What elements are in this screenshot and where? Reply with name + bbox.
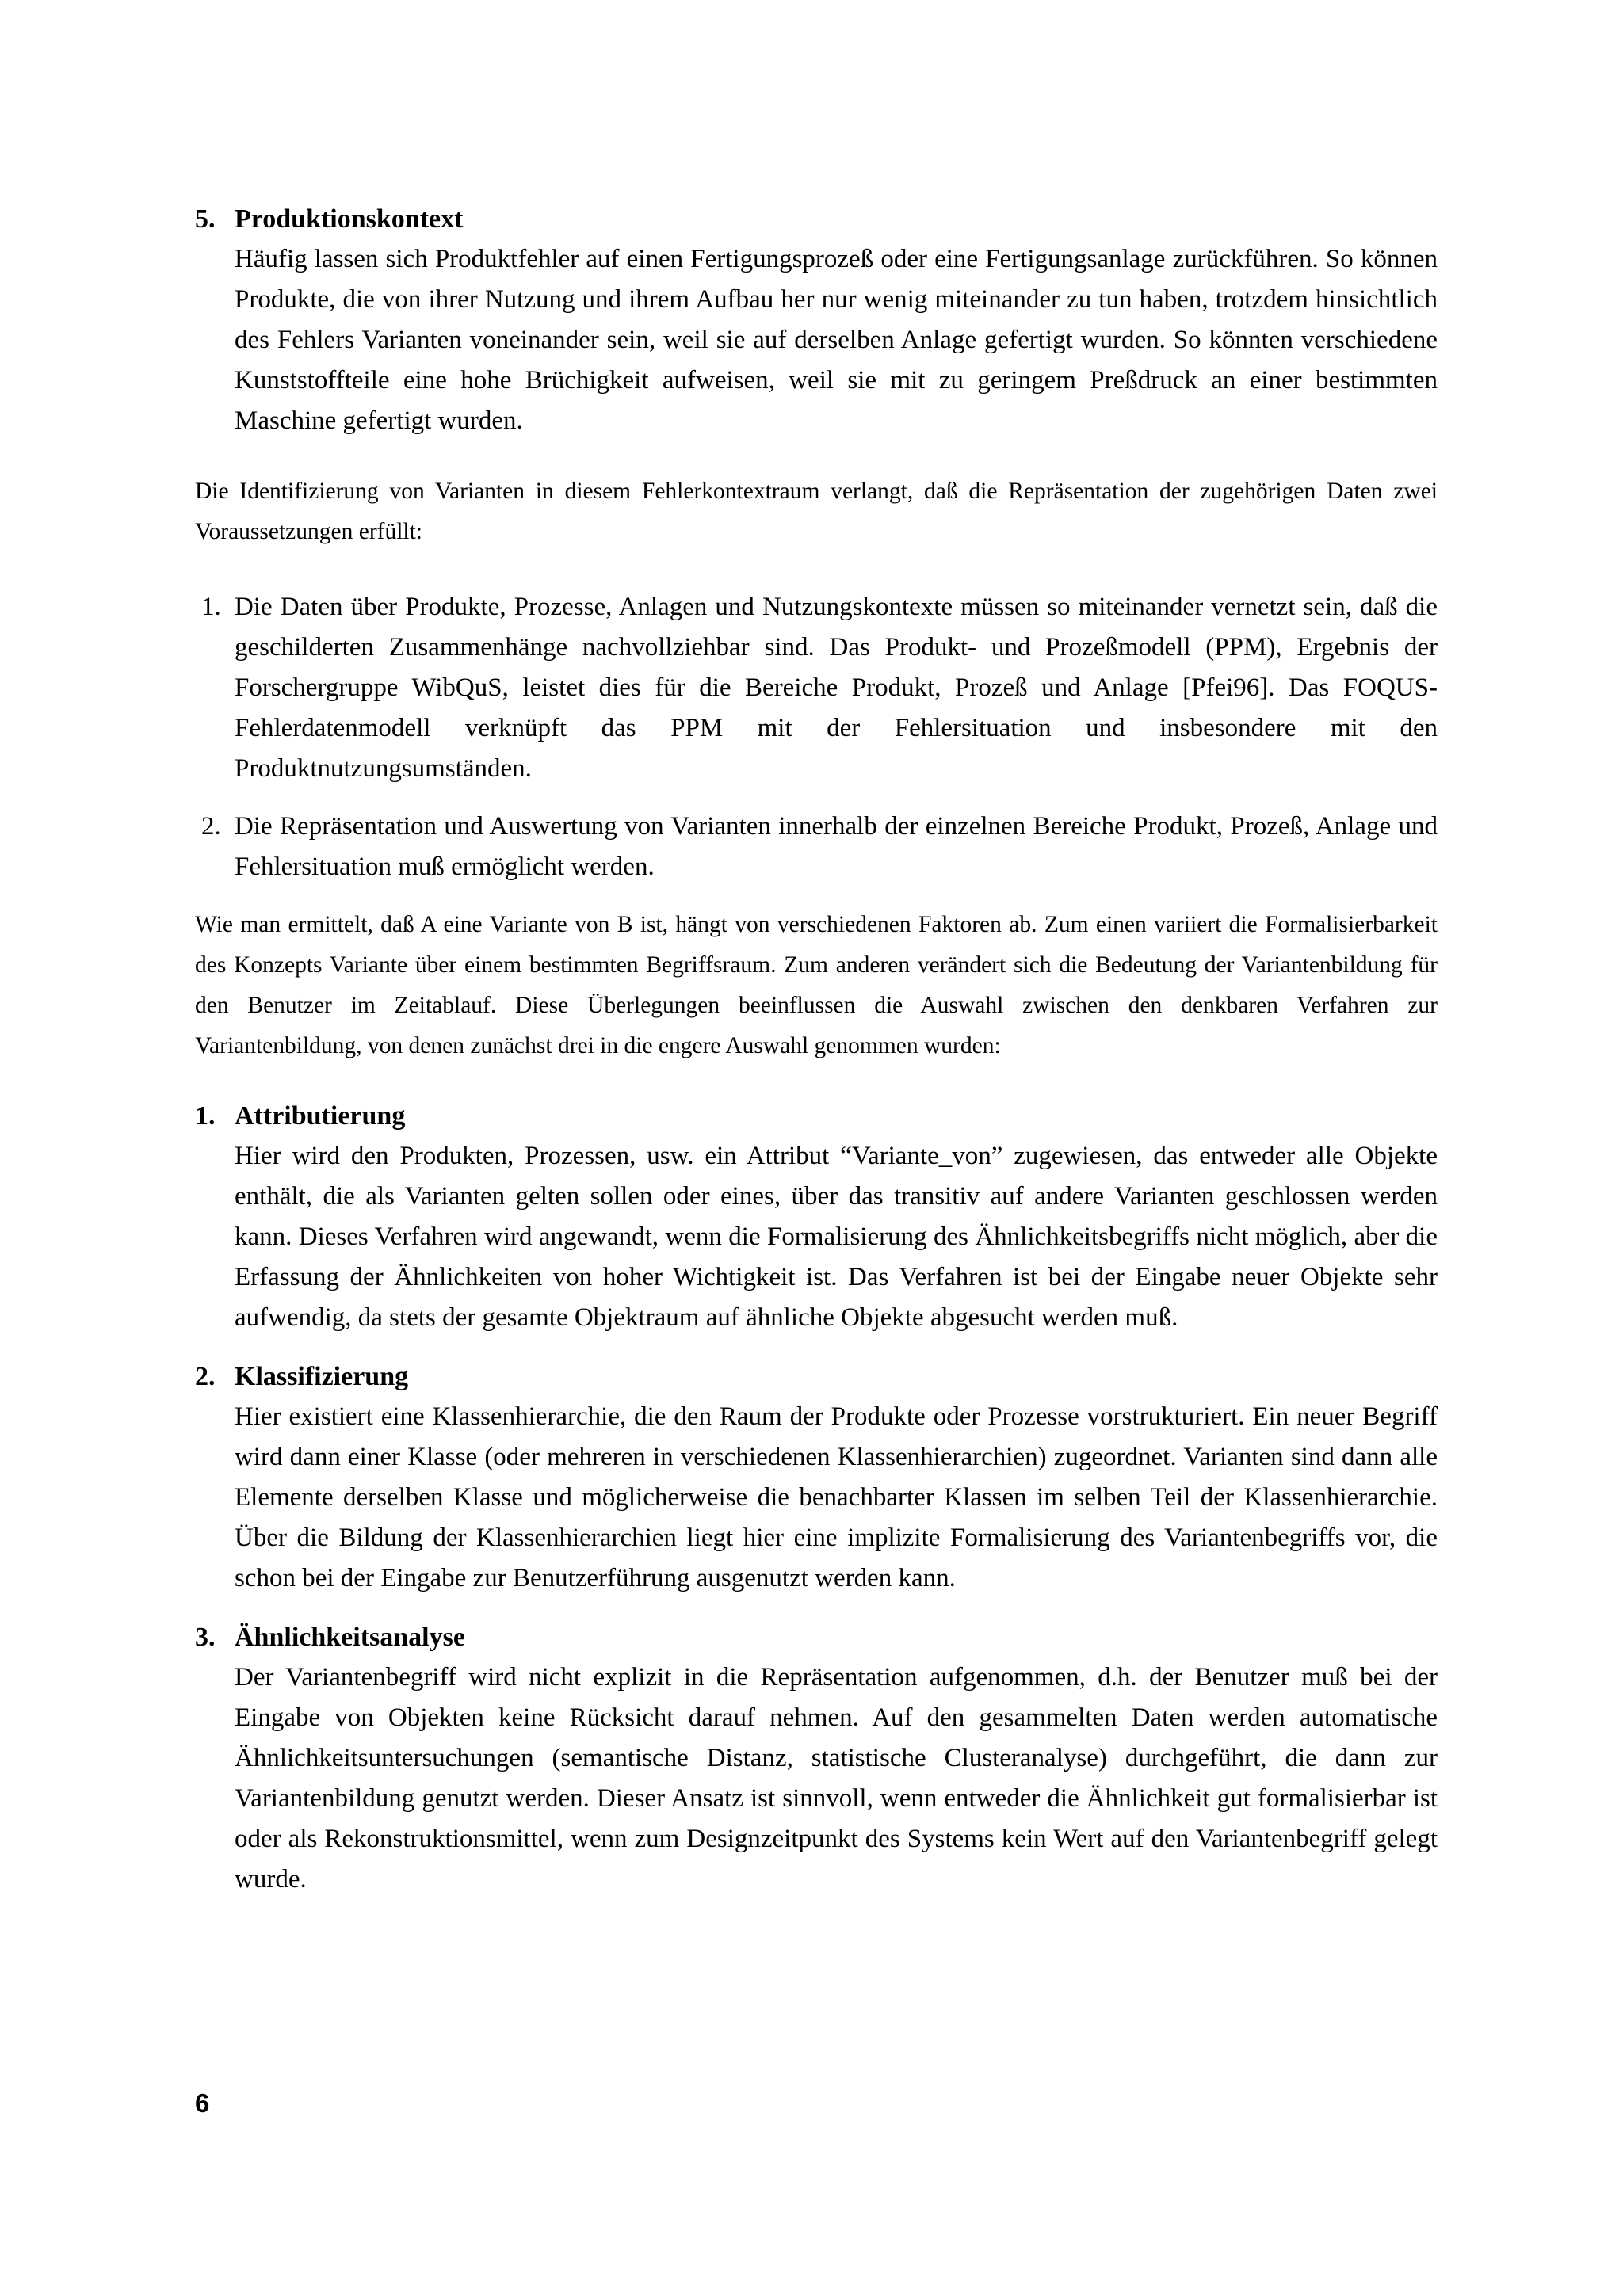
list-item-number: 1.: [201, 593, 221, 621]
list-item: [195, 807, 1438, 887]
method-heading: [195, 1618, 1438, 1657]
list-item-text: Die Repräsentation und Auswertung von Varianten innerhalb der einzelnen Bereiche Produkt, Prozeß, Anlage und Fehlersituation muß ermöglicht werden.: [235, 812, 1438, 881]
method-body: Hier existiert eine Klassenhierarchie, die den Raum der Produkte oder Prozesse vorstrukturiert. Ein neuer Begriff wird dann einer Klasse (oder mehreren in verschiedenen Klassenhierarchien) zugeordnet. Varianten sind dann alle Elemente derselben Klasse und möglicherweise die benachbarter Klassen im selben Teil der Klassenhierarchie. Über die Bildung der Klassenhierarchien liegt hier eine implizite Formalisierung des Variantenbegriffs vor, die schon bei der Eingabe zur Benutzerführung ausgenutzt werden kann.: [235, 1402, 1438, 1592]
list-item-text: Die Daten über Produkte, Prozesse, Anlagen und Nutzungskontexte müssen so miteinander vernetzt sein, daß die geschilderten Zusammenhänge nachvollziehbar sind. Das Produkt- und Prozeßmodell (PPM), Ergebnis der Forschergruppe WibQuS, leistet dies für die Bereiche Produkt, Prozeß und Anlage [Pfei96]. Das FOQUS-Fehlerdatenmodell verknüpft das PPM mit der Fehlersituation und insbesondere mit den Produktnutzungsumständen.: [235, 593, 1438, 783]
method-heading: [195, 1097, 1438, 1136]
page-number: 6: [195, 2088, 210, 2118]
method-title: Ähnlichkeitsanalyse: [235, 1623, 465, 1652]
method-number: 2.: [195, 1362, 216, 1391]
method-number: 1.: [195, 1101, 216, 1131]
list-item: [195, 587, 1438, 789]
body-paragraph: Die Identifizierung von Varianten in diesem Fehlerkontextraum verlangt, daß die Repräsentation der zugehörigen Daten zwei Voraussetzungen erfüllt:: [195, 479, 1438, 544]
section-heading: [195, 200, 1438, 239]
method-body: Hier wird den Produkten, Prozessen, usw. ein Attribut “Variante_von” zugewiesen, das entweder alle Objekte enthält, die als Varianten gelten sollen oder eines, über das transitiv auf andere Varianten geschlossen werden kann. Dieses Verfahren wird angewandt, wenn die Formalisierung des Ähnlichkeitsbegriffs nicht möglich, aber die Erfassung der Ähnlichkeiten von hoher Wichtigkeit ist. Das Verfahren ist bei der Eingabe neuer Objekte sehr aufwendig, da stets der gesamte Objektraum auf ähnliche Objekte abgesucht werden muß.: [235, 1142, 1438, 1332]
section-body: Häufig lassen sich Produktfehler auf einen Fertigungsprozeß oder eine Fertigungsanlage zurückführen. So können Produkte, die von ihrer Nutzung und ihrem Aufbau her nur wenig miteinander zu tun haben, trotzdem hinsichtlich des Fehlers Varianten voneinander sein, weil sie auf derselben Anlage gefertigt wurden. So könnten verschiedene Kunststoffteile eine hohe Brüchigkeit aufweisen, weil sie mit zu geringem Preßdruck an einer bestimmten Maschine gefertigt wurden.: [235, 245, 1438, 435]
method-body: Der Variantenbegriff wird nicht explizit in die Repräsentation aufgenommen, d.h. der Benutzer muß bei der Eingabe von Objekten keine Rücksicht darauf nehmen. Auf den gesammelten Daten werden automatische Ähnlichkeitsuntersuchungen (semantische Distanz, statistische Clusteranalyse) durchgeführt, die dann zur Variantenbildung genutzt werden. Dieser Ansatz ist sinnvoll, wenn entweder die Ähnlichkeit gut formalisierbar ist oder als Rekonstruktionsmittel, wenn zum Designzeitpunkt des Systems kein Wert auf den Variantenbegriff gelegt wurde.: [235, 1663, 1438, 1894]
section-title: Produktionskontext: [235, 204, 464, 234]
section-number: 5.: [195, 204, 216, 234]
method-heading: [195, 1357, 1438, 1397]
method-number: 3.: [195, 1623, 216, 1652]
body-paragraph: Wie man ermittelt, daß A eine Variante von B ist, hängt von verschiedenen Faktoren ab. Zum einen variiert die Formalisierbarkeit des Konzepts Variante über einem bestimmten Begriffsraum. Zum anderen verändert sich die Bedeutung der Variantenbildung für den Benutzer im Zeitablauf. Diese Überlegungen beeinflussen die Auswahl zwischen den denkbaren Verfahren zur Variantenbildung, von denen zunächst drei in die engere Auswahl genommen wurden:: [195, 912, 1438, 1058]
requirements-list: [195, 587, 1438, 887]
method-title: Klassifizierung: [235, 1362, 409, 1391]
page-content: [195, 200, 1438, 1900]
list-item-number: 2.: [201, 812, 221, 841]
method-title: Attributierung: [235, 1101, 406, 1131]
